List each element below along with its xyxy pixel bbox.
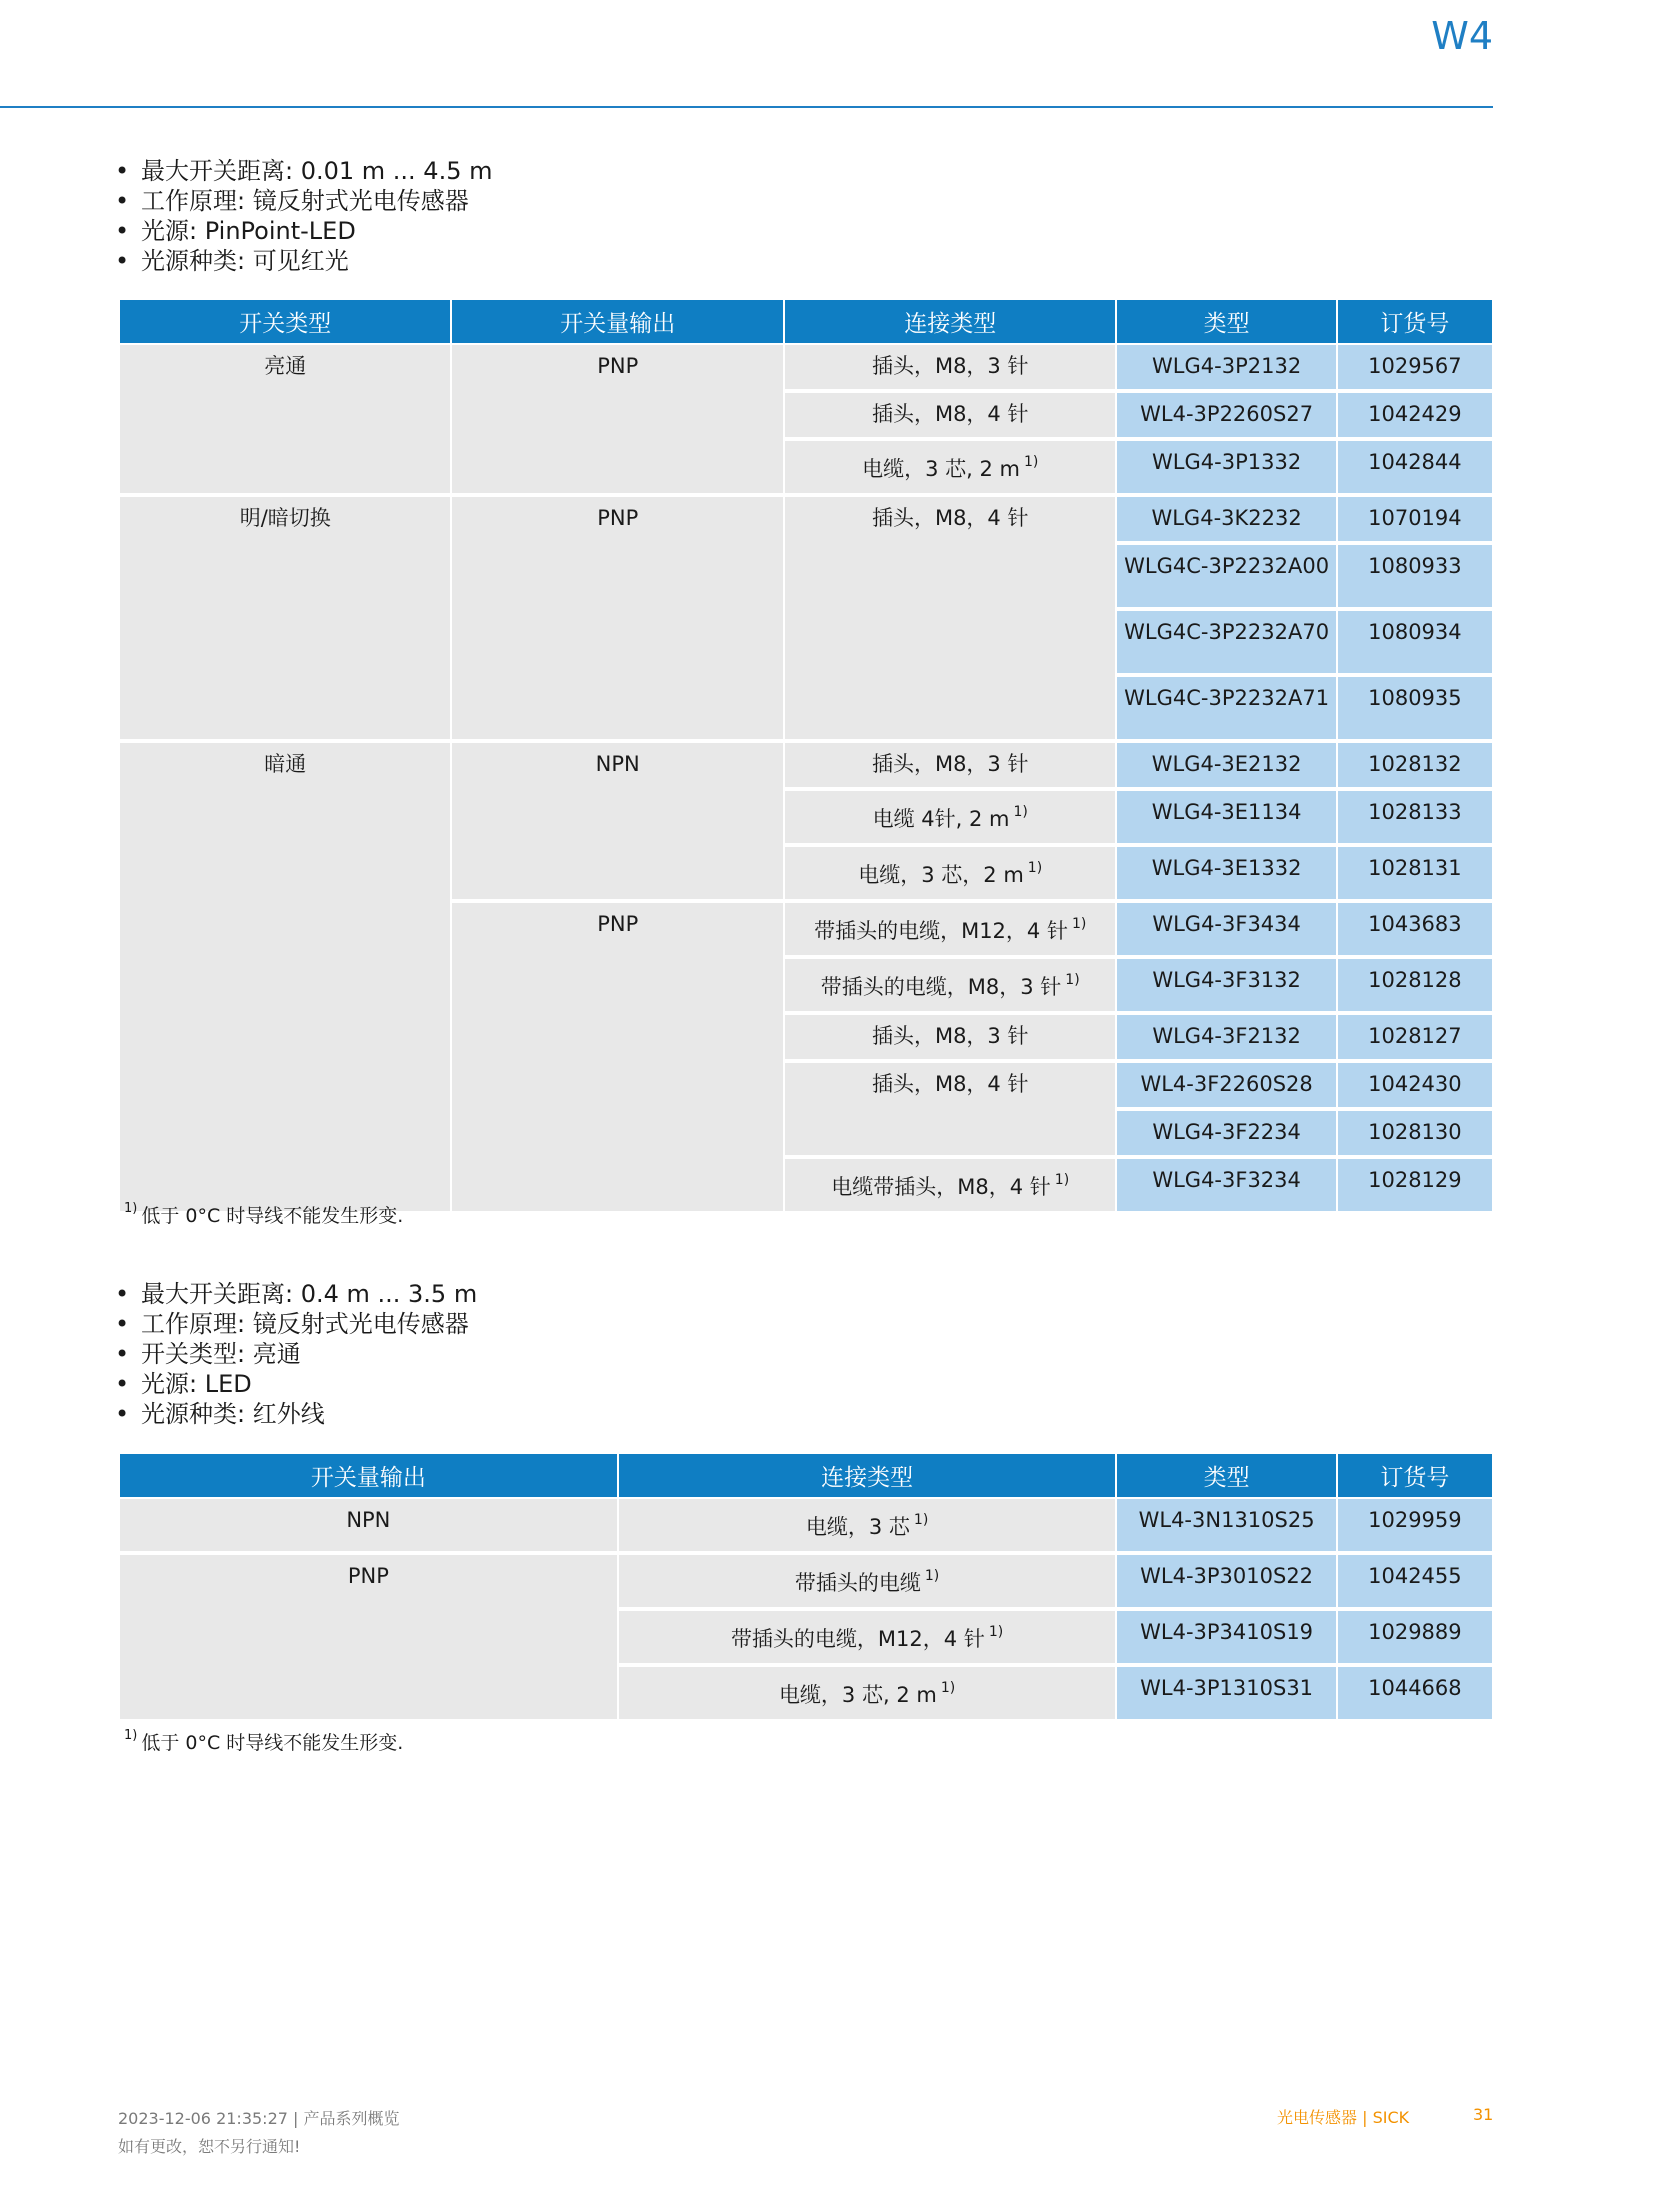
- order-number-cell: 1029567: [1338, 345, 1492, 391]
- order-number-cell: 1028127: [1338, 1015, 1492, 1061]
- output-cell: NPN: [120, 1499, 617, 1553]
- spec-bullet-list-2: [115, 1279, 477, 1429]
- connection-cell: 带插头的电缆，M12，4 针 $^{1)}$: [619, 1611, 1116, 1665]
- type-cell: WLG4-3F3234: [1117, 1159, 1335, 1213]
- footnote-marker: 1): [124, 1201, 138, 1216]
- connection-cell: 插头，M8，3 针: [785, 1015, 1115, 1061]
- type-cell: WLG4-3F3434: [1117, 903, 1335, 957]
- output-cell: PNP: [452, 497, 782, 741]
- order-number-cell: 1080934: [1338, 611, 1492, 675]
- order-number-cell: 1042455: [1338, 1555, 1492, 1609]
- connection-cell: 插头，M8，4 针: [785, 1063, 1115, 1157]
- bullet-item: • 开关类型: 亮通: [115, 1339, 477, 1369]
- connection-cell: 带插头的电缆，M12，4 针 $^{1)}$: [785, 903, 1115, 957]
- column-header: 开关量输出: [452, 300, 782, 343]
- type-cell: WLG4C-3P2232A70: [1117, 611, 1335, 675]
- bullet-item: • 光源: LED: [115, 1369, 477, 1399]
- column-header: 订货号: [1338, 1454, 1492, 1497]
- footnote-marker: 1): [124, 1728, 138, 1743]
- order-number-cell: 1080935: [1338, 677, 1492, 741]
- footnote-marker: 1): [1054, 1172, 1070, 1188]
- column-header: 类型: [1117, 1454, 1335, 1497]
- type-cell: WLG4-3K2232: [1117, 497, 1335, 543]
- footnote-marker: 1): [1065, 972, 1080, 988]
- order-number-cell: 1028128: [1338, 959, 1492, 1013]
- bullet-item: • 光源种类: 可见红光: [115, 246, 492, 276]
- footer-timestamp: 2023-12-06 21:35:27 | 产品系列概览: [118, 2109, 400, 2128]
- spec-bullet-list-1: [115, 156, 492, 276]
- output-cell: PNP: [452, 903, 782, 1213]
- switching-type-cell: 暗通: [120, 743, 450, 1213]
- page-footer-left: [118, 2105, 400, 2161]
- order-number-cell: 1028132: [1338, 743, 1492, 789]
- column-header: 连接类型: [619, 1454, 1116, 1497]
- type-cell: WL4-3P1310S31: [1117, 1667, 1335, 1721]
- type-cell: WLG4-3E1332: [1117, 847, 1335, 901]
- switching-type-cell: 明/暗切换: [120, 497, 450, 741]
- order-number-cell: 1080933: [1338, 545, 1492, 609]
- type-cell: WL4-3F2260S28: [1117, 1063, 1335, 1109]
- connection-cell: 带插头的电缆 $^{1)}$: [619, 1555, 1116, 1609]
- footnote-marker: 1): [913, 1512, 929, 1528]
- bullet-item: • 工作原理: 镜反射式光电传感器: [115, 186, 492, 216]
- type-cell: WLG4-3P2132: [1117, 345, 1335, 391]
- page-number: 31: [1473, 2105, 1494, 2124]
- order-number-cell: 1029889: [1338, 1611, 1492, 1665]
- bullet-item: • 光源: PinPoint-LED: [115, 216, 492, 246]
- footnote-marker: 1): [1027, 860, 1043, 876]
- connection-cell: 电缆，3 芯, 2 m $^{1)}$: [785, 441, 1115, 495]
- footer-notice: 如有更改，恕不另行通知!: [118, 2137, 301, 2156]
- table-footnote-2: $^{1)}$ 低于 0°C 时导线不能发生形变.: [124, 1728, 404, 1754]
- output-cell: PNP: [120, 1555, 617, 1721]
- connection-cell: 插头，M8，3 针: [785, 743, 1115, 789]
- type-cell: WL4-3P2260S27: [1117, 393, 1335, 439]
- type-cell: WLG4-3E2132: [1117, 743, 1335, 789]
- type-cell: WL4-3N1310S25: [1117, 1499, 1335, 1553]
- order-number-cell: 1028129: [1338, 1159, 1492, 1213]
- order-number-cell: 1028130: [1338, 1111, 1492, 1157]
- order-number-cell: 1028133: [1338, 791, 1492, 845]
- column-header: 连接类型: [785, 300, 1115, 343]
- bullet-item: • 最大开关距离: 0.4 m ... 3.5 m: [115, 1279, 477, 1309]
- header-divider: [0, 106, 1493, 108]
- connection-cell: 电缆，3 芯, 2 m $^{1)}$: [619, 1667, 1116, 1721]
- type-cell: WLG4-3F3132: [1117, 959, 1335, 1013]
- column-header: 开关量输出: [120, 1454, 617, 1497]
- output-cell: PNP: [452, 345, 782, 495]
- type-cell: WLG4C-3P2232A71: [1117, 677, 1335, 741]
- type-cell: WLG4C-3P2232A00: [1117, 545, 1335, 609]
- connection-cell: 电缆带插头，M8，4 针 $^{1)}$: [785, 1159, 1115, 1213]
- connection-cell: 插头，M8，4 针: [785, 497, 1115, 741]
- order-number-cell: 1042844: [1338, 441, 1492, 495]
- type-cell: WLG4-3F2234: [1117, 1111, 1335, 1157]
- order-number-cell: 1042429: [1338, 393, 1492, 439]
- bullet-item: • 最大开关距离: 0.01 m ... 4.5 m: [115, 156, 492, 186]
- order-number-cell: 1070194: [1338, 497, 1492, 543]
- footnote-marker: 1): [940, 1680, 956, 1696]
- product-table-2: [118, 1452, 1494, 1723]
- footnote-marker: 1): [1023, 454, 1039, 470]
- output-cell: NPN: [452, 743, 782, 901]
- order-number-cell: 1029959: [1338, 1499, 1492, 1553]
- type-cell: WL4-3P3410S19: [1117, 1611, 1335, 1665]
- type-cell: WLG4-3E1134: [1117, 791, 1335, 845]
- order-number-cell: 1028131: [1338, 847, 1492, 901]
- footnote-marker: 1): [988, 1624, 1004, 1640]
- order-number-cell: 1044668: [1338, 1667, 1492, 1721]
- order-number-cell: 1042430: [1338, 1063, 1492, 1109]
- type-cell: WLG4-3P1332: [1117, 441, 1335, 495]
- footnote-marker: 1): [1071, 916, 1087, 932]
- type-cell: WL4-3P3010S22: [1117, 1555, 1335, 1609]
- footnote-marker: 1): [1013, 804, 1028, 820]
- column-header: 订货号: [1338, 300, 1492, 343]
- connection-cell: 电缆，3 芯，2 m $^{1)}$: [785, 847, 1115, 901]
- footer-brand: 光电传感器 | SICK: [1277, 2108, 1410, 2127]
- page-header-title: W4: [1431, 14, 1493, 58]
- connection-cell: 电缆，3 芯 $^{1)}$: [619, 1499, 1116, 1553]
- bullet-item: • 工作原理: 镜反射式光电传感器: [115, 1309, 477, 1339]
- bullet-item: • 光源种类: 红外线: [115, 1399, 477, 1429]
- column-header: 类型: [1117, 300, 1335, 343]
- footnote-marker: 1): [924, 1568, 940, 1584]
- type-cell: WLG4-3F2132: [1117, 1015, 1335, 1061]
- column-header: 开关类型: [120, 300, 450, 343]
- connection-cell: 插头，M8，3 针: [785, 345, 1115, 391]
- connection-cell: 电缆 4针, 2 m $^{1)}$: [785, 791, 1115, 845]
- product-table-1: [118, 298, 1494, 1215]
- switching-type-cell: 亮通: [120, 345, 450, 495]
- table-footnote-1: $^{1)}$ 低于 0°C 时导线不能发生形变.: [124, 1201, 404, 1227]
- connection-cell: 插头，M8，4 针: [785, 393, 1115, 439]
- order-number-cell: 1043683: [1338, 903, 1492, 957]
- connection-cell: 带插头的电缆，M8，3 针 $^{1)}$: [785, 959, 1115, 1013]
